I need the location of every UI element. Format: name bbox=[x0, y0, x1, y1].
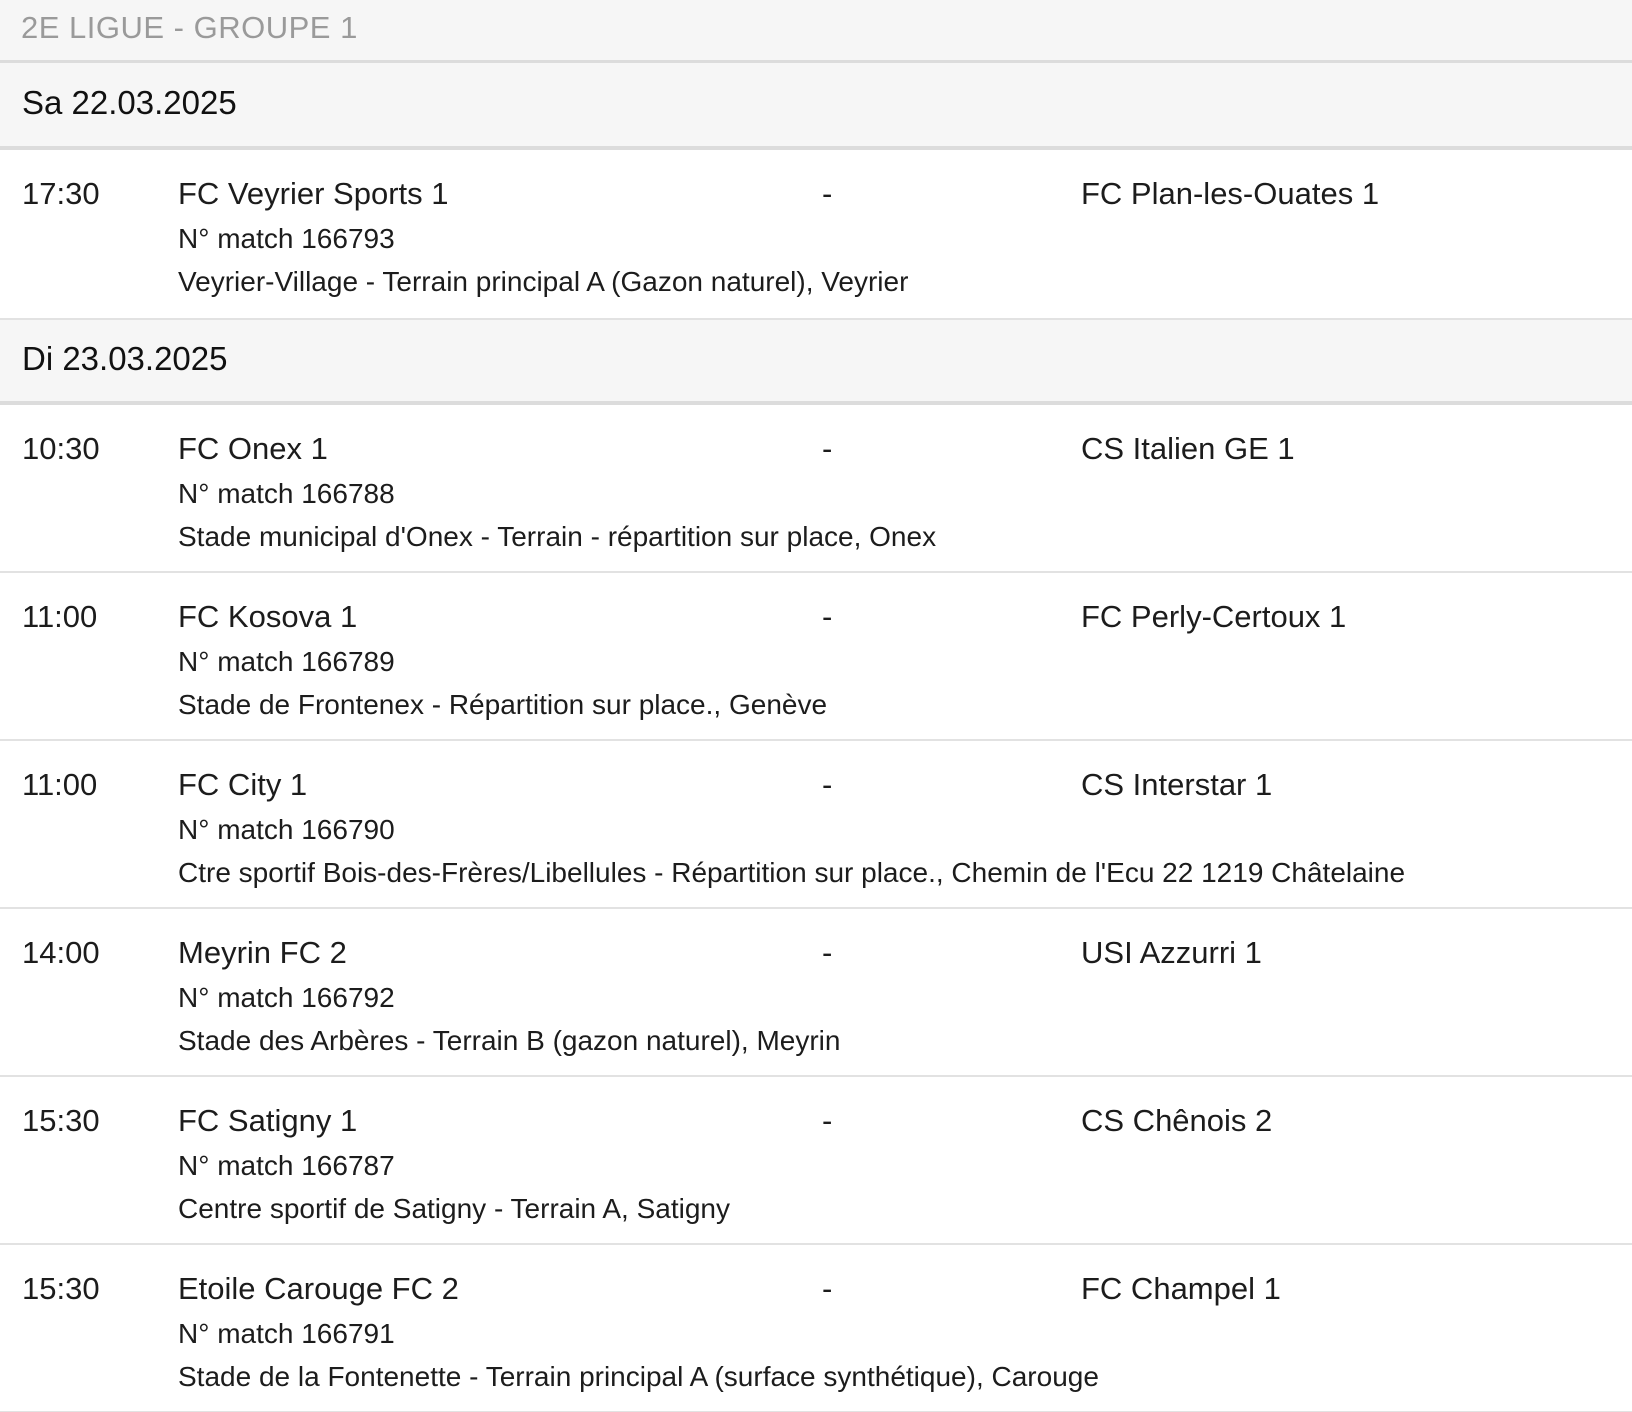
score-separator: - bbox=[822, 431, 833, 466]
home-team: Meyrin FC 2 bbox=[178, 935, 347, 970]
league-header bbox=[0, 0, 1632, 63]
match-number: N° match 166790 bbox=[178, 814, 395, 845]
day-header bbox=[0, 318, 1632, 405]
match-row[interactable] bbox=[0, 741, 1632, 909]
home-team: Etoile Carouge FC 2 bbox=[178, 1271, 459, 1306]
match-number: N° match 166791 bbox=[178, 1318, 395, 1349]
match-row[interactable] bbox=[0, 1245, 1632, 1412]
score-separator: - bbox=[822, 1271, 833, 1306]
match-time: 10:30 bbox=[22, 431, 100, 466]
score-separator: - bbox=[822, 176, 833, 211]
match-number: N° match 166787 bbox=[178, 1150, 395, 1181]
venue: Ctre sportif Bois-des-Frères/Libellules - Répartition sur place., Chemin de l'Ecu 22 1219 Châtelaine bbox=[178, 857, 1406, 888]
score-separator: - bbox=[822, 935, 833, 970]
home-team: FC City 1 bbox=[178, 767, 308, 802]
match-time: 11:00 bbox=[22, 599, 98, 634]
score-separator: - bbox=[822, 599, 833, 634]
match-number: N° match 166792 bbox=[178, 982, 395, 1013]
day-label: Di 23.03.2025 bbox=[22, 339, 228, 377]
match-time: 14:00 bbox=[22, 935, 100, 970]
match-row[interactable] bbox=[0, 150, 1632, 318]
match-row[interactable] bbox=[0, 909, 1632, 1077]
home-team: FC Kosova 1 bbox=[178, 599, 358, 634]
score-separator: - bbox=[822, 767, 833, 802]
venue: Centre sportif de Satigny - Terrain A, Satigny bbox=[178, 1193, 730, 1224]
match-number: N° match 166789 bbox=[178, 646, 395, 677]
league-title: 2E LIGUE - GROUPE 1 bbox=[21, 10, 358, 45]
match-time: 11:00 bbox=[22, 767, 98, 802]
home-team: FC Onex 1 bbox=[178, 431, 328, 466]
away-team: USI Azzurri 1 bbox=[1081, 935, 1262, 970]
match-row[interactable] bbox=[0, 405, 1632, 573]
venue: Veyrier-Village - Terrain principal A (Gazon naturel), Veyrier bbox=[178, 266, 909, 297]
away-team: FC Champel 1 bbox=[1081, 1271, 1281, 1306]
away-team: CS Interstar 1 bbox=[1081, 767, 1273, 802]
away-team: CS Chênois 2 bbox=[1081, 1103, 1273, 1138]
venue: Stade des Arbères - Terrain B (gazon naturel), Meyrin bbox=[178, 1025, 841, 1056]
match-number: N° match 166788 bbox=[178, 478, 395, 509]
day-label: Sa 22.03.2025 bbox=[22, 83, 237, 121]
match-time: 15:30 bbox=[22, 1271, 100, 1306]
match-number: N° match 166793 bbox=[178, 223, 395, 254]
home-team: FC Veyrier Sports 1 bbox=[178, 176, 449, 211]
home-team: FC Satigny 1 bbox=[178, 1103, 358, 1138]
match-time: 15:30 bbox=[22, 1103, 100, 1138]
away-team: FC Plan-les-Ouates 1 bbox=[1081, 176, 1380, 211]
match-time: 17:30 bbox=[22, 176, 100, 211]
venue: Stade de la Fontenette - Terrain principal A (surface synthétique), Carouge bbox=[178, 1361, 1099, 1392]
venue: Stade de Frontenex - Répartition sur place., Genève bbox=[178, 689, 828, 720]
day-header bbox=[0, 63, 1632, 150]
away-team: FC Perly-Certoux 1 bbox=[1081, 599, 1347, 634]
away-team: CS Italien GE 1 bbox=[1081, 431, 1295, 466]
score-separator: - bbox=[822, 1103, 833, 1138]
match-row[interactable] bbox=[0, 573, 1632, 741]
match-row[interactable] bbox=[0, 1077, 1632, 1245]
venue: Stade municipal d'Onex - Terrain - répartition sur place, Onex bbox=[178, 521, 937, 552]
